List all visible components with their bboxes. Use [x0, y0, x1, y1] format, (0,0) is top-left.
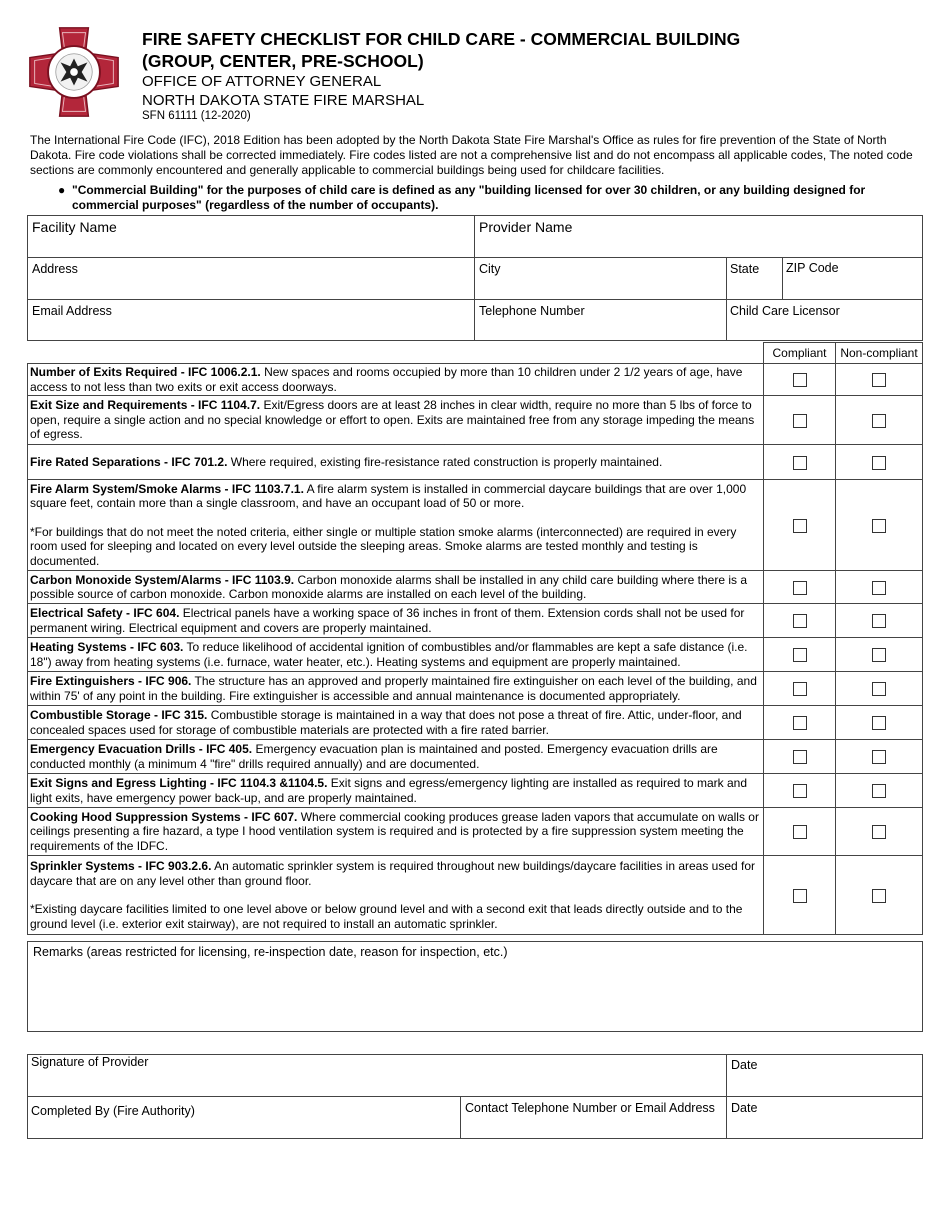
checklist-item-text: New spaces and rooms occupied by more than 10 children under 2 1/2 years of age, have access to not less than two exits or exit access doorways.	[30, 365, 743, 394]
non-compliant-checkbox[interactable]	[872, 414, 886, 428]
checklist-item-note: *Existing daycare facilities limited to one level above or below ground level and with a second exit that leads directly outside and to the ground level (i.e. exterior exit stairway), are not required to install an automatic sprinkler.	[30, 902, 743, 931]
checklist-item-title: Number of Exits Required - IFC 1006.2.1.	[30, 365, 261, 379]
non-compliant-checkbox-cell	[836, 808, 923, 856]
non-compliant-checkbox-cell	[836, 774, 923, 808]
compliant-checkbox[interactable]	[793, 519, 807, 533]
checklist-row	[28, 774, 923, 808]
compliant-checkbox-cell	[764, 706, 836, 740]
form-number: SFN 61111 (12-2020)	[142, 110, 251, 122]
non-compliant-checkbox[interactable]	[872, 682, 886, 696]
checklist-item-description	[28, 672, 764, 706]
non-compliant-checkbox[interactable]	[872, 784, 886, 798]
non-compliant-checkbox[interactable]	[872, 716, 886, 730]
checklist-item-title: Sprinkler Systems - IFC 903.2.6.	[30, 859, 212, 873]
child-care-licensor-field[interactable]: Child Care Licensor	[730, 304, 840, 318]
checklist-item-title: Fire Alarm System/Smoke Alarms - IFC 1103.7.1.	[30, 481, 304, 496]
address-field[interactable]: Address	[32, 262, 78, 276]
compliant-checkbox[interactable]	[793, 825, 807, 839]
checklist-header-row	[28, 343, 923, 364]
checklist-item-title: Heating Systems - IFC 603.	[30, 640, 184, 655]
office-name: OFFICE OF ATTORNEY GENERAL	[142, 73, 382, 90]
non-compliant-checkbox-cell	[836, 396, 923, 445]
checklist-item-text: Where commercial cooking produces grease laden vapors that accumulate on walls or ceilings presenting a fire hazard, a type I hood ventilation system is required and is protected by a fire suppression system meeting the requirements of the IDFC.	[30, 809, 759, 853]
non-compliant-checkbox[interactable]	[872, 373, 886, 387]
non-compliant-checkbox[interactable]	[872, 825, 886, 839]
checklist-row	[28, 396, 923, 445]
divider	[726, 257, 727, 341]
compliant-checkbox-cell	[764, 808, 836, 856]
form-title-line2: (GROUP, CENTER, PRE-SCHOOL)	[142, 51, 424, 71]
checklist-item-text: The structure has an approved and properly maintained fire extinguisher on each level of the building, and within 75' of any point in the building. Fire extinguisher is accessible and annual maintenance is documented appropriately.	[30, 674, 757, 703]
checklist-item-text: Exit/Egress doors are at least 28 inches in clear width, require no more than 5 lbs of force to open, require a single action and no special knowledge or effort to open. Exits are maintained free from any storage impeding the means of egress.	[30, 398, 755, 442]
commercial-building-definition: "Commercial Building" for the purposes of child care is defined as any "building licensed for over 30 children, or any building designed for commercial purposes" (regardless of the number of occupants).	[72, 183, 866, 212]
non-compliant-checkbox-cell	[836, 364, 923, 396]
provider-name-field[interactable]: Provider Name	[479, 219, 573, 235]
checklist-row	[28, 740, 923, 774]
date-field-provider[interactable]: Date	[731, 1058, 758, 1072]
checklist-item-text: Exit signs and egress/emergency lighting are installed as required to mark and light exits, have emergency power back-up, and are properly maintained.	[30, 776, 748, 805]
checklist-item-text: Emergency evacuation plan is maintained and posted. Emergency evacuation drills are conducted monthly (a minimum 4 "fire" drills required annually) and are documented.	[30, 742, 718, 771]
checklist-item-description	[28, 774, 764, 808]
signature-of-provider-field[interactable]: Signature of Provider	[31, 1055, 149, 1069]
non-compliant-checkbox-cell	[836, 638, 923, 672]
compliant-checkbox-cell	[764, 740, 836, 774]
compliant-checkbox[interactable]	[793, 682, 807, 696]
checklist-item-text: A fire alarm system is installed in commercial daycare buildings that are over 1,000 square feet, contain more than a single classroom, and have an occupant load of 50 or more.	[30, 481, 747, 511]
checklist-item-description	[28, 604, 764, 638]
compliant-checkbox-cell	[764, 672, 836, 706]
non-compliant-column-header: Non-compliant	[836, 343, 923, 364]
facility-name-field[interactable]: Facility Name	[32, 219, 117, 235]
divider	[460, 1096, 461, 1139]
checklist-item-title: Exit Signs and Egress Lighting - IFC 1104.3 &1104.5.	[30, 776, 328, 791]
compliant-checkbox[interactable]	[793, 456, 807, 470]
compliant-checkbox[interactable]	[793, 414, 807, 428]
non-compliant-checkbox[interactable]	[872, 889, 886, 903]
non-compliant-checkbox[interactable]	[872, 750, 886, 764]
compliant-checkbox-cell	[764, 856, 836, 935]
checklist-item-text: Carbon monoxide alarms shall be installed in any child care building where there is a possible source of carbon monoxide. Carbon monoxide alarms are installed on each level of the building.	[30, 572, 748, 602]
divider	[782, 257, 783, 299]
compliant-checkbox-cell	[764, 774, 836, 808]
checklist-item-description	[28, 364, 764, 396]
compliant-checkbox[interactable]	[793, 373, 807, 387]
checklist-row	[28, 856, 923, 935]
compliant-checkbox-cell	[764, 396, 836, 445]
state-field[interactable]: State	[730, 262, 760, 276]
compliant-checkbox[interactable]	[793, 889, 807, 903]
checklist-item-description	[28, 638, 764, 672]
compliant-checkbox[interactable]	[793, 750, 807, 764]
bullet-dot: ●	[58, 183, 66, 197]
compliant-checkbox-cell	[764, 571, 836, 604]
divider	[474, 215, 475, 341]
telephone-number-field[interactable]: Telephone Number	[479, 304, 585, 318]
non-compliant-checkbox-cell	[836, 604, 923, 638]
intro-paragraph: The International Fire Code (IFC), 2018 Edition has been adopted by the North Dakota State Fire Marshal's Office as rules for fire prevention of the State of North Dakota. Fire code violations shall be corrected immediately. Fire codes listed are not a comprehensive list and do not encompass all applicable codes, The noted code sections are commonly encountered and generally applicable to commercial buildings being used for childcare facilities.	[30, 133, 913, 177]
contact-field[interactable]: Contact Telephone Number or Email Address	[465, 1101, 715, 1115]
checklist-item-title: Cooking Hood Suppression Systems - IFC 607.	[30, 809, 298, 824]
remarks-field[interactable]	[27, 941, 923, 1032]
divider	[27, 1096, 923, 1097]
divider	[27, 257, 923, 258]
state-fire-marshal-seal	[26, 24, 122, 120]
checklist-table	[27, 342, 923, 935]
checklist-item-text: Combustible storage is maintained in a way that does not pose a threat of fire. Attic, under-floor, and concealed spaces used for storage of combustible materials are protected with a fire rated barrier.	[30, 708, 742, 737]
divider	[726, 1054, 727, 1139]
checklist-row	[28, 571, 923, 604]
form-title-line1: FIRE SAFETY CHECKLIST FOR CHILD CARE - COMMERCIAL BUILDING	[142, 29, 741, 49]
completed-by-field[interactable]: Completed By (Fire Authority)	[31, 1104, 195, 1118]
checklist-item-description	[28, 706, 764, 740]
checklist-item-title: Emergency Evacuation Drills - IFC 405.	[30, 742, 253, 757]
checklist-item-description	[28, 571, 764, 604]
checklist-row	[28, 364, 923, 396]
non-compliant-checkbox-cell	[836, 740, 923, 774]
checklist-item-text: To reduce likelihood of accidental ignition of combustibles and/or flammables are kept a safe distance (i.e. 18") away from heating systems (i.e. furnace, water heater, etc.). Heating systems and equipment are properly maintained.	[30, 640, 748, 669]
compliant-checkbox-cell	[764, 480, 836, 571]
checklist-item-text: Electrical panels have a working space of 36 inches in front of them. Extension cords shall not be used for permanent wiring. Electrical equipment and covers are properly maintained.	[30, 606, 745, 635]
checklist-row	[28, 672, 923, 706]
compliant-column-header: Compliant	[764, 343, 836, 364]
compliant-checkbox-cell	[764, 604, 836, 638]
non-compliant-checkbox-cell	[836, 706, 923, 740]
agency-names	[142, 72, 424, 110]
checklist-item-title: Combustible Storage - IFC 315.	[30, 708, 208, 723]
non-compliant-checkbox[interactable]	[872, 648, 886, 662]
non-compliant-checkbox[interactable]	[872, 614, 886, 628]
checklist-row	[28, 480, 923, 571]
compliant-checkbox[interactable]	[793, 581, 807, 595]
checklist-item-note: *For buildings that do not meet the noted criteria, either single or multiple station smoke alarms (interconnected) are required in every room used for sleeping and located on every level outside the sleeping areas. Smoke alarms are tested monthly and testing is documented.	[30, 524, 737, 569]
compliant-checkbox[interactable]	[793, 648, 807, 662]
checklist-item-description	[28, 445, 764, 480]
form-title	[142, 28, 922, 72]
checklist-item-title: Carbon Monoxide System/Alarms - IFC 1103.9.	[30, 572, 295, 587]
checklist-item-description	[28, 740, 764, 774]
zip-code-field[interactable]: ZIP Code	[786, 261, 839, 275]
marshal-name: NORTH DAKOTA STATE FIRE MARSHAL	[142, 92, 425, 109]
checklist-item-description	[28, 396, 764, 445]
non-compliant-checkbox-cell	[836, 480, 923, 571]
checklist-row	[28, 604, 923, 638]
checklist-row	[28, 706, 923, 740]
compliant-checkbox-cell	[764, 638, 836, 672]
facility-info-block	[27, 215, 923, 341]
checklist-row	[28, 445, 923, 480]
non-compliant-checkbox[interactable]	[872, 581, 886, 595]
checklist-item-description	[28, 808, 764, 856]
divider	[27, 299, 923, 300]
non-compliant-checkbox-cell	[836, 445, 923, 480]
checklist-item-title: Exit Size and Requirements - IFC 1104.7.	[30, 398, 261, 413]
compliant-checkbox-cell	[764, 445, 836, 480]
checklist-row	[28, 808, 923, 856]
non-compliant-checkbox-cell	[836, 571, 923, 604]
non-compliant-checkbox-cell	[836, 856, 923, 935]
checklist-item-text: An automatic sprinkler system is required throughout new buildings/daycare facilities in areas used for daycare that are on any level other than ground floor.	[30, 859, 756, 888]
checklist-item-description	[28, 856, 764, 935]
compliant-checkbox-cell	[764, 364, 836, 396]
email-address-field[interactable]: Email Address	[32, 304, 112, 318]
non-compliant-checkbox[interactable]	[872, 456, 886, 470]
checklist-item-text: Where required, existing fire-resistance rated construction is properly maintained.	[230, 454, 663, 469]
city-field[interactable]: City	[479, 262, 501, 276]
compliant-checkbox[interactable]	[793, 716, 807, 730]
date-field-fire-authority[interactable]: Date	[731, 1101, 758, 1115]
compliant-checkbox[interactable]	[793, 614, 807, 628]
checklist-item-description	[28, 480, 764, 571]
non-compliant-checkbox-cell	[836, 672, 923, 706]
checklist-item-title: Electrical Safety - IFC 604.	[30, 606, 180, 621]
checklist-row	[28, 638, 923, 672]
checklist-item-title: Fire Extinguishers - IFC 906.	[30, 674, 192, 689]
compliant-checkbox[interactable]	[793, 784, 807, 798]
checklist-item-title: Fire Rated Separations - IFC 701.2.	[30, 454, 228, 469]
non-compliant-checkbox[interactable]	[872, 519, 886, 533]
remarks-label: Remarks (areas restricted for licensing, re-inspection date, reason for inspection, etc.)	[33, 945, 508, 959]
